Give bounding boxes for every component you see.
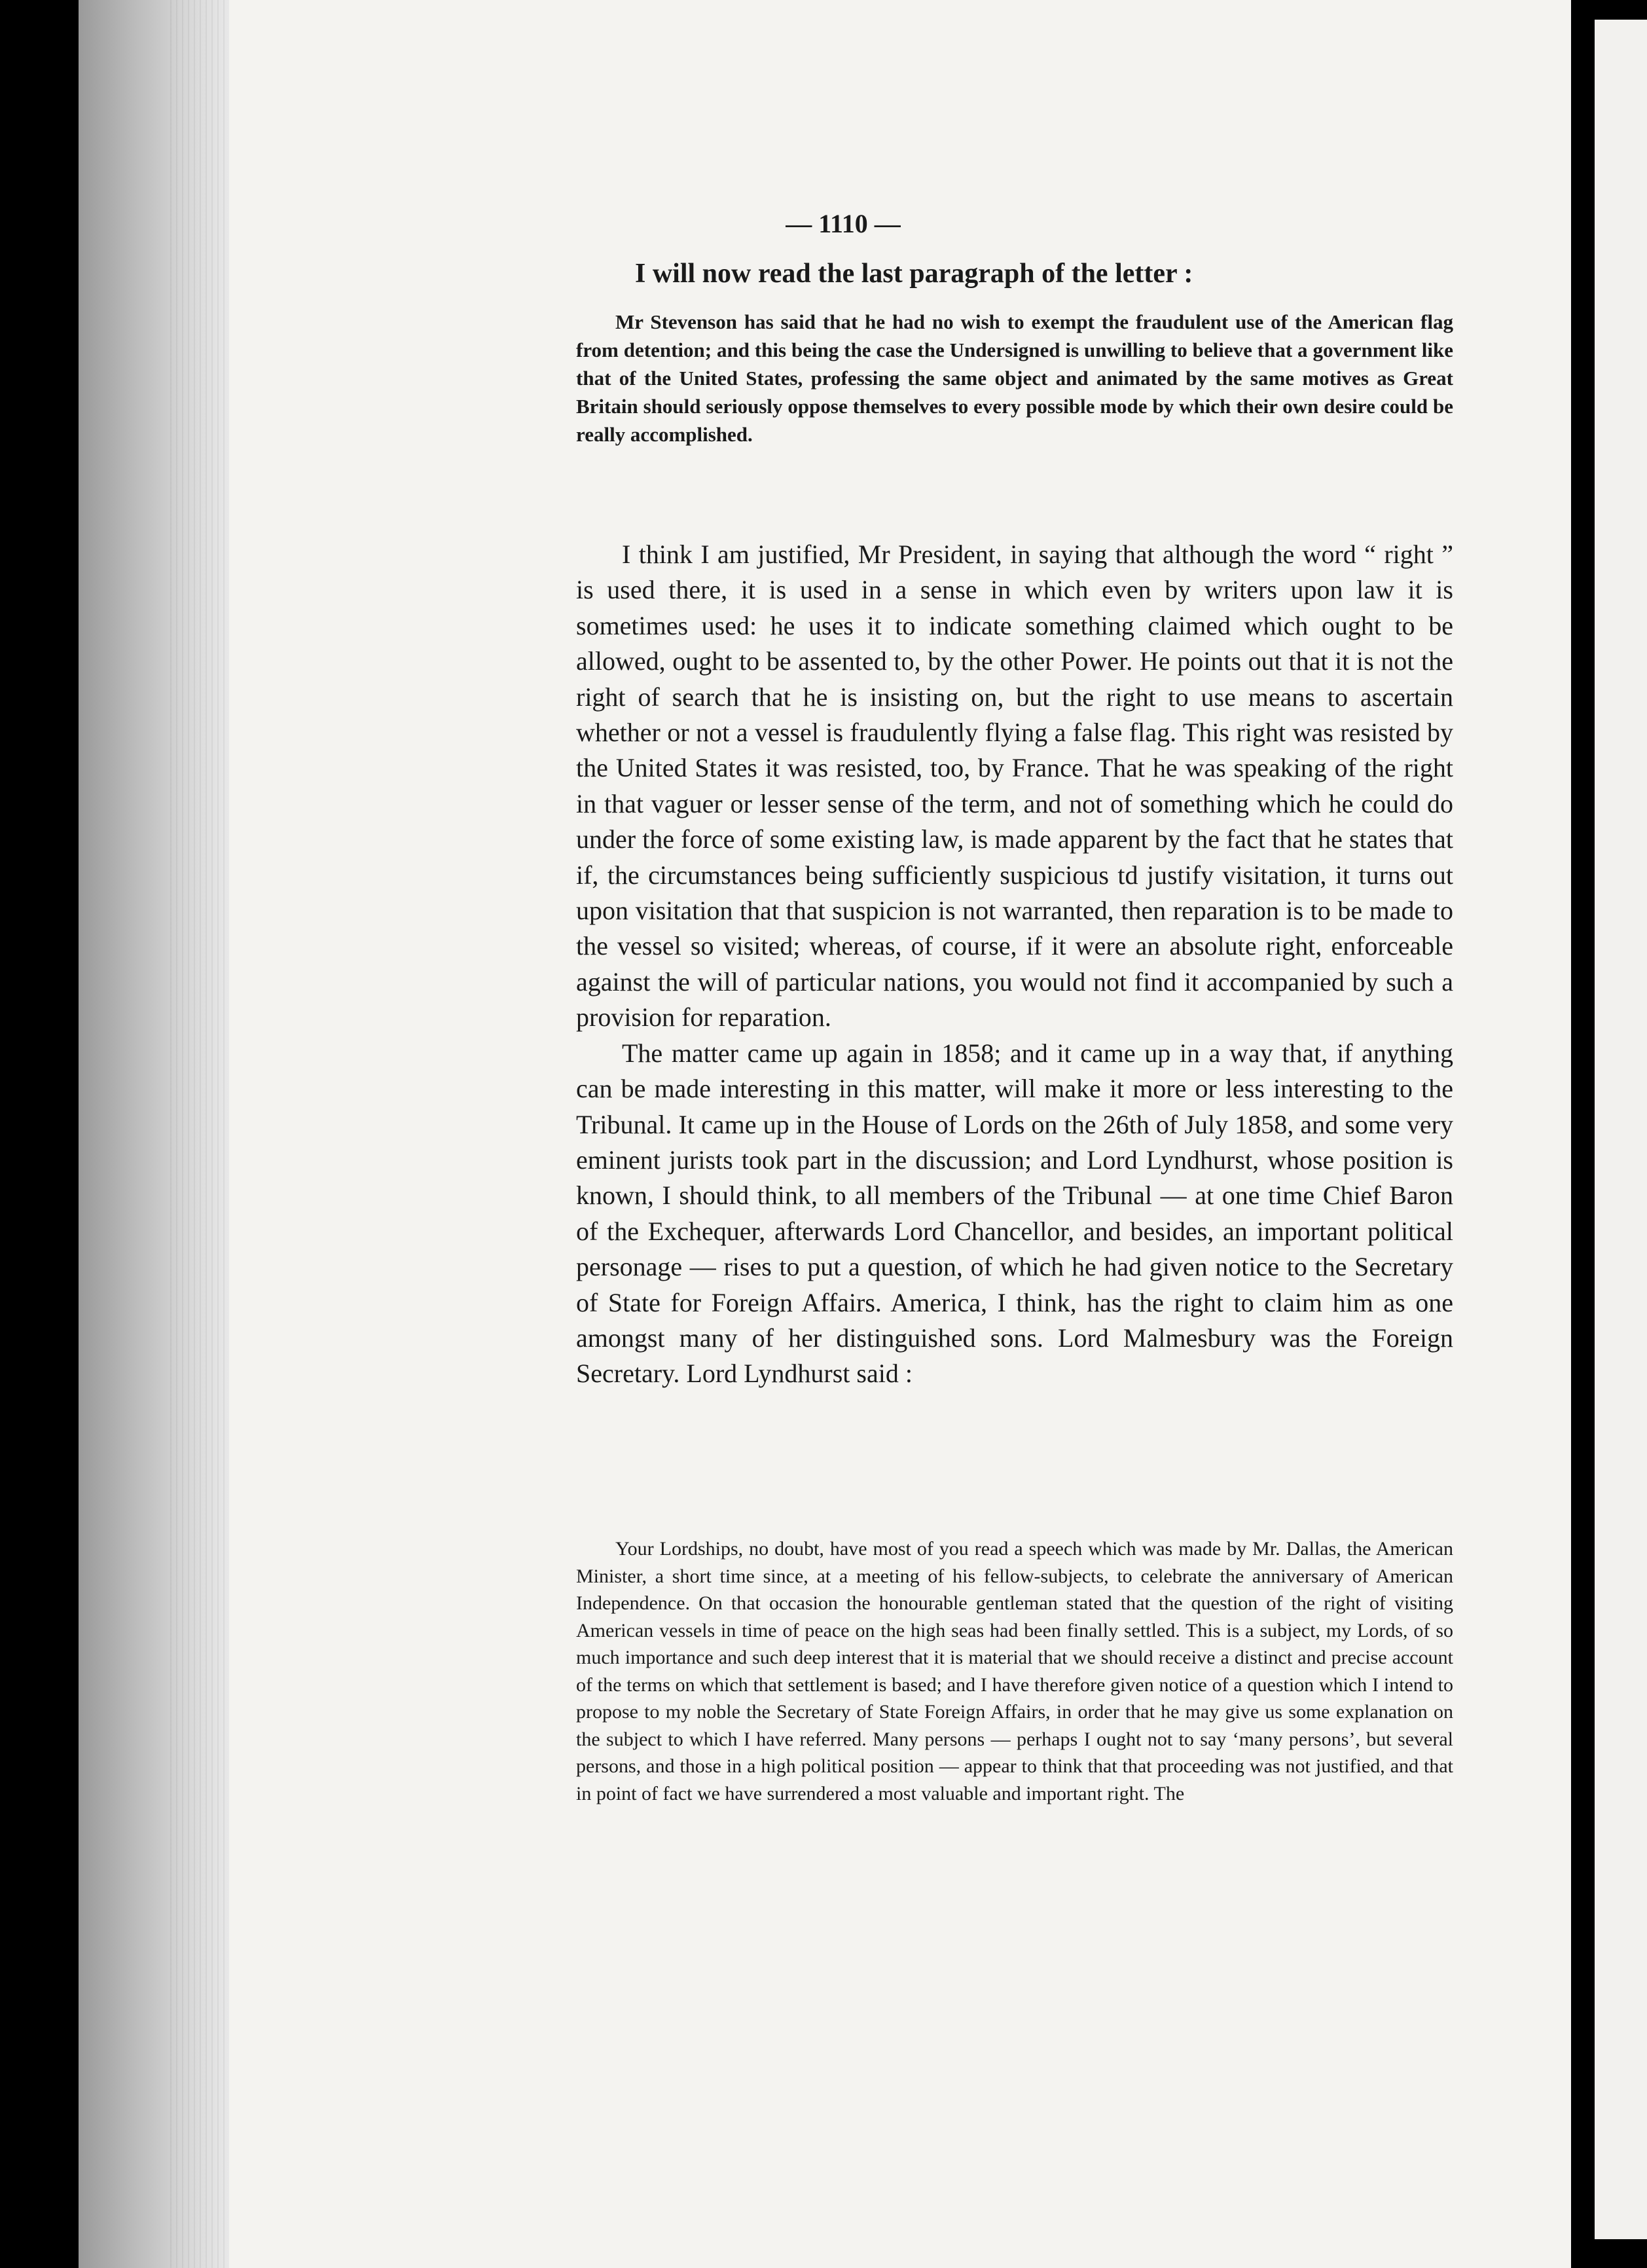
speech-quote: [576, 1535, 1453, 1807]
body-text: [576, 537, 1453, 1392]
page-edges: [170, 0, 229, 2268]
intro-line: I will now read the last paragraph of the letter :: [635, 259, 1193, 289]
body-paragraph-1: I think I am justified, Mr President, in saying that although the word “ right ” is used there, it is used in a sense in which even by writers upon law it is sometimes used: he uses it to indicate something claimed which ought to be allowed, ought to be assented to, by the other Power. He points out that it is not the right of search that he is insisting on, but the right to use means to ascertain whether or not a vessel is fraudulently flying a false flag. This right was resisted by the United States it was resisted, too, by France. That he was speaking of the right in that vaguer or lesser sense of the term, and not of something which he could do under the force of some existing law, is made apparent by the fact that he states that if, the circumstances being sufficiently suspicious td justify visitation, it turns out upon visitation that that suspicion is not warranted, then reparation is to be made to the vessel so visited; whereas, of course, if it were an absolute right, enforceable against the will of particular nations, you would not find it accompanied by such a provision for reparation.: [576, 540, 1453, 1033]
page-number: — 1110 —: [786, 209, 901, 238]
letter-quote-text: Mr Stevenson has said that he had no wish to exempt the fraudulent use of the American flag from detention; and this being the case the Undersigned is unwilling to believe that a government like that of the United States, professing the same object and animated by the same motives as Great Britain should seriously oppose themselves to every possible mode by which their own desire could be really accomplished.: [576, 310, 1453, 446]
letter-quote: [576, 308, 1453, 448]
body-paragraph-2: The matter came up again in 1858; and it came up in a way that, if anything can be made interesting in this matter, will make it more or less interesting to the Tribunal. It came up in the House of Lords on the 26th of July 1858, and some very eminent jurists took part in the discussion; and Lord Lyndhurst, whose position is known, I should think, to all members of the Tribunal — at one time Chief Baron of the Exchequer, afterwards Lord Chancellor, and besides, an important political personage — rises to put a question, of which he had given notice to the Secretary of State for Foreign Affairs. America, I think, has the right to claim him as one amongst many of her distinguished sons. Lord Malmesbury was the Foreign Secretary. Lord Lyndhurst said :: [576, 1038, 1453, 1389]
next-page-edge: [1595, 20, 1647, 2239]
speech-quote-text: Your Lordships, no doubt, have most of you read a speech which was made by Mr. Dallas, the American Minister, a short time since, at a meeting of his fellow-subjects, to celebrate the anniversary of American Independence. On that occasion the honourable gentleman stated that the question of the right of visiting American vessels in time of peace on the high seas had been finally settled. This is a subject, my Lords, of so much importance and such deep interest that it is material that we should receive a distinct and precise account of the terms on which that settlement is based; and I have therefore given notice of a question which I intend to propose to my noble the Secretary of State Foreign Affairs, in order that he may give us some explanation on the subject to which I have referred. Many persons — perhaps I ought not to say ‘many persons’, but several persons, and those in a high political position — appear to think that that proceeding was not justified, and that in point of fact we have surrendered a most valuable and important right. The: [576, 1538, 1453, 1804]
